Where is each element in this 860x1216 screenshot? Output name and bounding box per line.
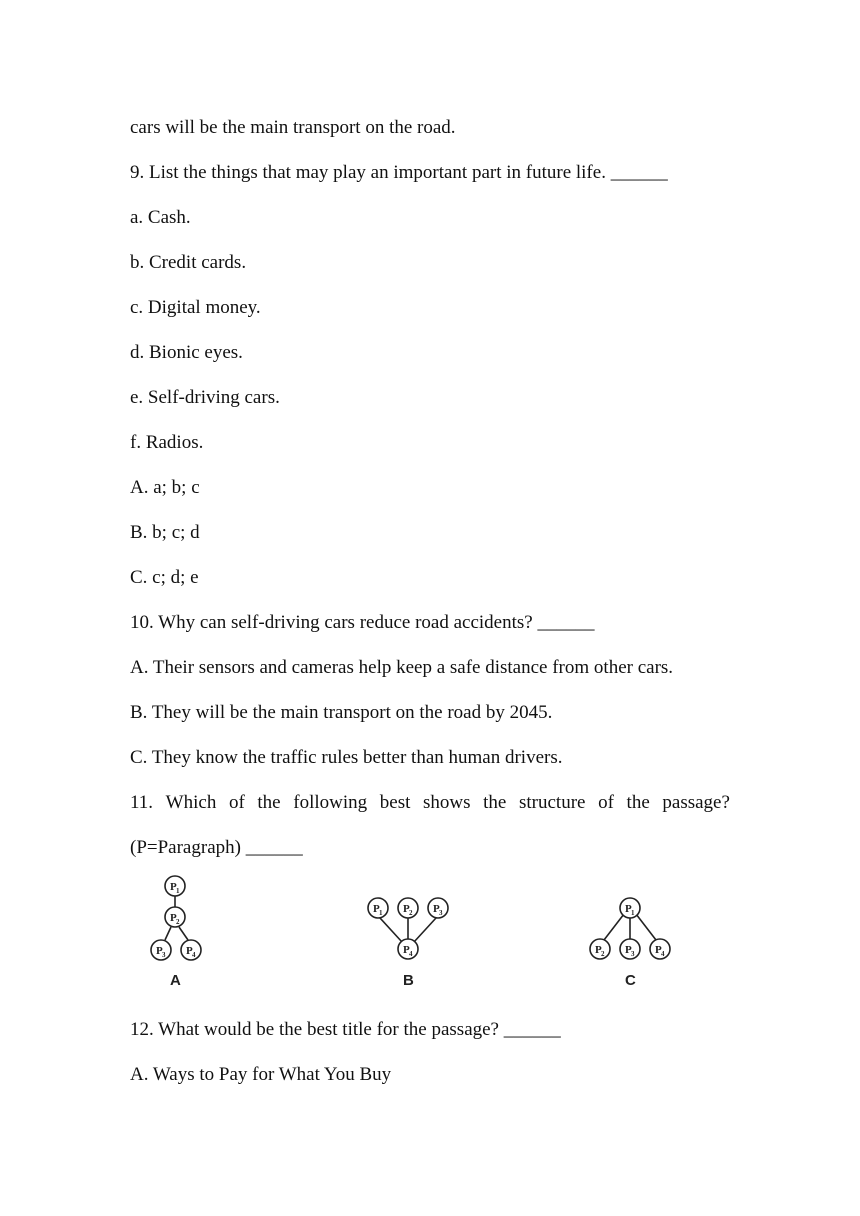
q11-word: 11. <box>130 792 154 813</box>
q11-word: shows <box>423 792 471 813</box>
node-text: P <box>595 944 602 956</box>
q11-word: of <box>228 792 245 813</box>
question-9: 9. List the things that may play an important part in future life. ______ <box>130 162 668 183</box>
node-text: P <box>373 903 380 915</box>
cont-line: cars will be the main transport on the road. <box>130 117 456 138</box>
diagram-a-label: A <box>170 972 181 989</box>
node-subscript: 4 <box>409 950 413 958</box>
node-text: P <box>170 912 177 924</box>
q11-word: best <box>379 792 411 813</box>
q9-item-c: c. Digital money. <box>130 297 261 318</box>
node-subscript: 4 <box>661 950 665 958</box>
q9-item-b: b. Credit cards. <box>130 252 247 273</box>
node-text: P <box>625 944 632 956</box>
node-subscript: 3 <box>631 950 635 958</box>
q9-item-f: f. Radios. <box>130 432 204 453</box>
q9-item-e: e. Self-driving cars. <box>130 387 280 408</box>
q9-option-a: A. a; b; c <box>130 477 200 498</box>
question-12: 12. What would be the best title for the passage? ______ <box>130 1019 561 1040</box>
diagram-a <box>145 866 215 989</box>
q10-option-a: A. Their sensors and cameras help keep a safe distance from other cars. <box>130 657 674 678</box>
question-11-continued: (P=Paragraph) ______ <box>130 837 303 858</box>
node-subscript: 1 <box>176 887 180 895</box>
node-text: P <box>403 944 410 956</box>
q11-word: the <box>483 792 507 813</box>
q10-option-b: B. They will be the main transport on the road by 2045. <box>130 702 553 723</box>
q11-word: of <box>598 792 614 813</box>
q9-option-b: B. b; c; d <box>130 522 200 543</box>
node-subscript: 2 <box>176 918 180 926</box>
node-text: P <box>170 881 177 893</box>
diagram-b-svg <box>362 866 458 978</box>
q10-option-c: C. They know the traffic rules better than human drivers. <box>130 747 563 768</box>
diagram-b <box>362 866 458 989</box>
diagram-b-label: B <box>403 972 414 989</box>
question-11 <box>130 791 730 815</box>
q9-item-a: a. Cash. <box>130 207 191 228</box>
diagram-c-svg <box>584 866 680 978</box>
node-subscript: 3 <box>439 909 443 917</box>
node-text: P <box>433 903 440 915</box>
q11-word: following <box>293 792 368 813</box>
node-subscript: 4 <box>192 951 196 959</box>
node-text: P <box>403 903 410 915</box>
diagram-c-label: C <box>625 972 636 989</box>
node-subscript: 2 <box>409 909 413 917</box>
q11-word: Which <box>165 792 217 813</box>
node-text: P <box>156 945 163 957</box>
node-text: P <box>625 903 632 915</box>
q11-word: passage? <box>662 792 730 813</box>
q9-option-c: C. c; d; e <box>130 567 199 588</box>
diagram-a-svg <box>145 866 215 978</box>
node-text: P <box>186 945 193 957</box>
question-10: 10. Why can self-driving cars reduce road accidents? ______ <box>130 612 595 633</box>
node-subscript: 2 <box>601 950 605 958</box>
q9-item-d: d. Bionic eyes. <box>130 342 243 363</box>
q11-word: the <box>626 792 650 813</box>
node-subscript: 3 <box>162 951 166 959</box>
diagram-c <box>584 866 680 989</box>
structure-diagrams-figure <box>130 866 730 998</box>
q12-option-a: A. Ways to Pay for What You Buy <box>130 1064 392 1085</box>
q11-word: the <box>257 792 281 813</box>
node-subscript: 1 <box>631 909 635 917</box>
node-text: P <box>655 944 662 956</box>
q11-word: structure <box>518 792 586 813</box>
node-subscript: 1 <box>379 909 383 917</box>
